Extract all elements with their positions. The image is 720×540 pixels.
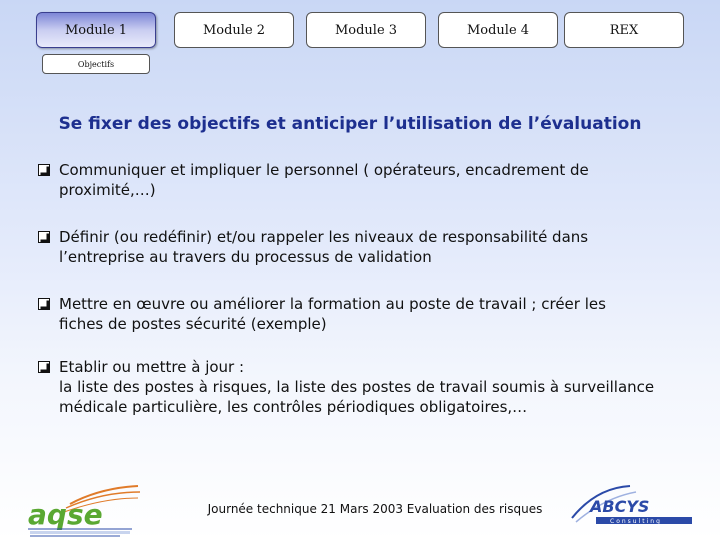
tab-module-4[interactable]: Module 4 bbox=[438, 12, 558, 48]
subtab-objectifs[interactable]: Objectifs bbox=[42, 54, 150, 74]
svg-text:Consulting: Consulting bbox=[610, 518, 662, 525]
bullet-text-line: fiches de postes sécurité (exemple) bbox=[59, 315, 327, 333]
checkbox-square-icon bbox=[38, 361, 50, 373]
bullet-text-line: Mettre en œuvre ou améliorer la formation au poste de travail ; créer les bbox=[59, 295, 606, 313]
svg-text:aqse: aqse bbox=[28, 498, 103, 531]
tab-module-1[interactable]: Module 1 bbox=[36, 12, 156, 48]
checkbox-square-icon bbox=[38, 298, 50, 310]
aqse-logo bbox=[20, 482, 170, 538]
checkbox-square-icon bbox=[38, 231, 50, 243]
bullet-text-line: Etablir ou mettre à jour : bbox=[59, 358, 245, 376]
bullet-item bbox=[38, 357, 690, 417]
bullet-item bbox=[38, 160, 690, 200]
footer-text: Journée technique 21 Mars 2003 Evaluation des risques bbox=[207, 502, 543, 516]
bullet-item bbox=[38, 227, 690, 267]
bullet-text-line: Définir (ou redéfinir) et/ou rappeler les niveaux de responsabilité dans bbox=[59, 228, 589, 246]
checkbox-square-icon bbox=[38, 164, 50, 176]
bullet-text-line: l’entreprise au travers du processus de validation bbox=[59, 248, 432, 266]
tab-rex[interactable]: REX bbox=[564, 12, 684, 48]
bullet-text-line: proximité,…) bbox=[59, 181, 156, 199]
svg-text:ABCYS: ABCYS bbox=[590, 497, 650, 516]
tab-module-2[interactable]: Module 2 bbox=[174, 12, 294, 48]
tab-module-3[interactable]: Module 3 bbox=[306, 12, 426, 48]
abcys-logo bbox=[566, 484, 706, 532]
bullet-text-line: la liste des postes à risques, la liste des postes de travail soumis à surveillance bbox=[59, 378, 655, 396]
slide-title: Se fixer des objectifs et anticiper l’utilisation de l’évaluation bbox=[58, 114, 642, 134]
bullet-text-line: médicale particulière, les contrôles périodiques obligatoires,… bbox=[59, 398, 528, 416]
bullet-item bbox=[38, 294, 690, 334]
bullet-text-line: Communiquer et impliquer le personnel ( opérateurs, encadrement de bbox=[59, 161, 589, 179]
